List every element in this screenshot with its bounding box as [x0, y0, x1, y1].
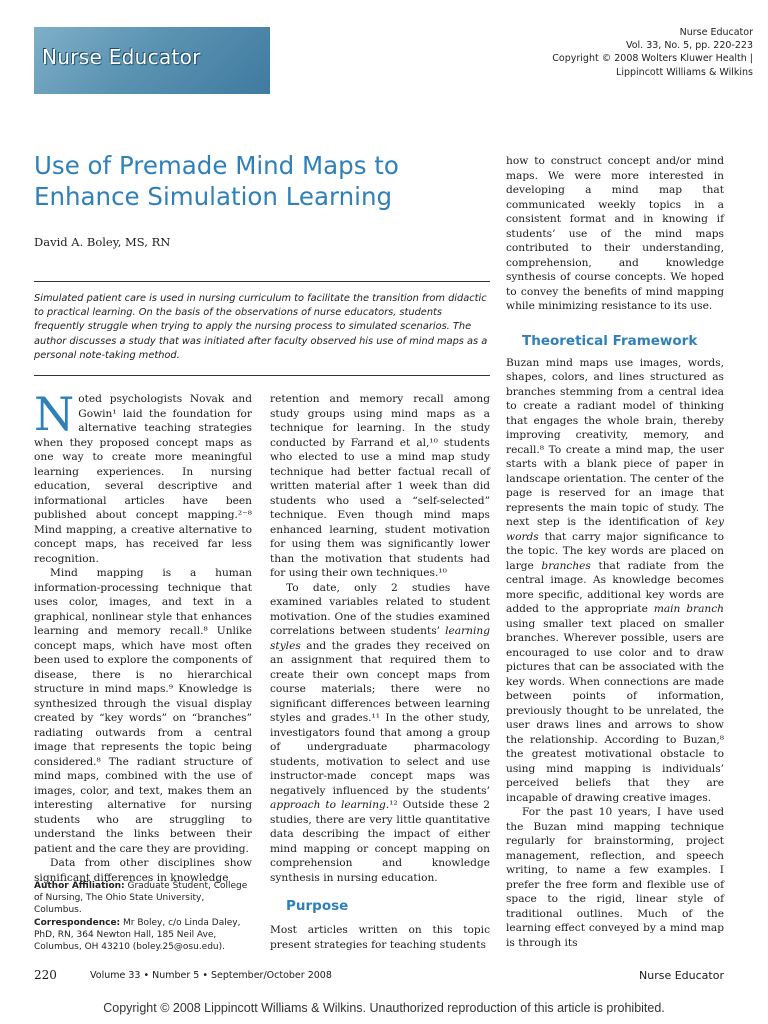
drop-cap: N [34, 387, 75, 441]
paragraph-text: that radiate from the central image. As knowledge becomes more specific, additional key words are added to the appropriate [506, 559, 724, 615]
paragraph-text: oted psychologists Novak and Gowin¹ laid the foundation for alternative teaching strategies when they proposed concept maps as one way to create more meaningful learning experiences. In nursing education, several descriptive and informational articles have been published about concept mapping.²⁻⁸ Mind mapping, a creative alternative to concept maps, has received far less recognition. [34, 393, 252, 565]
paragraph: how to construct concept and/or mind maps. We were more interested in developing a mind map that communicated weekly topics in a consistent format and in knowing if students’ use of the mind maps contributed to their understanding, comprehension, and knowledge synthesis of course concepts. We hoped to convey the benefits of mind mapping while minimizing resistance to its use. [506, 155, 724, 312]
emphasis: main branch [653, 603, 724, 615]
affiliation-label: Author Affiliation: [34, 881, 125, 891]
abstract: Simulated patient care is used in nursing curriculum to facilitate the transition from didactic to practical learning. On the basis of the observations of nurse educators, students frequently struggle when trying to apply the nursing process to simulated scenarios. The author discusses a study that was initiated after faculty observed his use of mind maps as a personal note-taking method. [34, 293, 488, 361]
author-affiliation [34, 880, 252, 953]
journal-logo-text: Nurse Educator [42, 45, 201, 69]
emphasis: learning styles [270, 625, 490, 652]
journal-logo-banner [34, 27, 270, 94]
emphasis: approach to learning [270, 799, 386, 811]
emphasis: key words [506, 516, 724, 543]
article-author: David A. Boley, MS, RN [34, 235, 171, 249]
affiliation-text: Graduate Student, College of Nursing, The Ohio State University, Columbus. [34, 881, 248, 916]
page-number: 220 [34, 968, 57, 982]
copyright-notice: Copyright © 2008 Lippincott Williams & Wilkins. Unauthorized reproduction of this article is prohibited. [103, 1001, 665, 1015]
issue-line-journal: Nurse Educator [679, 27, 753, 38]
paragraph: Data from other disciplines show significant differences in knowledge [34, 857, 252, 884]
paragraph [270, 581, 490, 886]
paragraph-text: .¹² Outside these 2 studies, there are very little quantitative data describing the impact of either mind mapping or concept mapping on comprehension and knowledge synthesis in nursing education. [270, 799, 490, 884]
paragraph-text: using smaller text placed on smaller branches. Wherever possible, users are encouraged to use color and to draw pictures that can be associated with the key words. When connections are made between points of information, previously thought to be unrelated, the user draws lines and arrows to show the relationship. According to Buzan,⁸ the greatest motivational obstacle to using mind mapping is individuals’ perceived beliefs that they are incapable of drawing creative images. [506, 617, 724, 804]
paragraph: For the past 10 years, I have used the Buzan mind mapping technique regularly for brainstorming, project management, reflection, and speech writing, to name a few examples. I prefer the free form and flexible use of space to the rigid, linear style of traditional outlines. Much of the learning effect conveyed by a mind map is through its [506, 806, 724, 949]
abstract-bottom-rule [34, 375, 490, 376]
footer-journal-name: Nurse Educator [639, 969, 724, 982]
paragraph-text: Buzan mind maps use images, words, shapes, colors, and lines structured as branches stemming from a central idea to create a radiant model of thinking that engages the whole brain, thereby improving creativity, memory, and recall.⁸ To create a mind map, the user starts with a blank piece of paper in landscape orientation. The center of the page is reserved for an image that represents the main topic of study. The next step is the identification of [506, 356, 724, 528]
article-title: Use of Premade Mind Maps to Enhance Simulation Learning [34, 151, 399, 211]
paragraph-text: To date, only 2 studies have examined variables related to student motivation. One of the studies examined correlations between students’ [270, 581, 490, 637]
paragraph: retention and memory recall among study groups using mind maps as a technique for learning. In the study conducted by Farrand et al,¹⁰ students who elected to use a mind map study technique had better factual recall of written material after 1 week than did students who used a “self-selected” technique. Even though mind maps enhanced learning, student motivation for using them was significantly lower than the motivation that students had for using their own techniques.¹⁰ [270, 393, 490, 579]
issue-line-publisher: Lippincott Williams & Wilkins [616, 66, 753, 78]
correspondence-label: Correspondence: [34, 917, 121, 928]
issue-info [493, 26, 753, 79]
footer-issue-info: Volume 33 • Number 5 • September/October 2008 [90, 970, 332, 981]
correspondence-text: Mr Boley, c/o Linda Daley, PhD, RN, 364 Newton Hall, 185 Neil Ave, Columbus, OH 43210 (boley.25@osu.edu). [34, 917, 241, 953]
issue-line-volume: Vol. 33, No. 5, pp. 220-223 [625, 40, 753, 52]
abstract-top-rule [34, 281, 490, 282]
paragraph-text: and the grades they received on an assignment that required them to create their own concept maps from course materials; there were no significant differences between learning styles and grades.¹¹ In the other study, investigators found that among a group of undergraduate pharmacology students, motivation to select and use instructor-made concept maps was negatively influenced by the students’ [270, 639, 490, 797]
emphasis: branches [541, 559, 591, 572]
paragraph [506, 356, 724, 806]
section-heading-purpose: Purpose [286, 898, 349, 914]
section-heading-theoretical-framework: Theoretical Framework [522, 332, 698, 349]
issue-line-copyright: Copyright © 2008 Wolters Kluwer Health | [552, 53, 753, 65]
paragraph: Most articles written on this topic present strategies for teaching students [270, 924, 490, 951]
column-3 [506, 154, 724, 950]
paragraph: Mind mapping is a human information-processing technique that uses color, images, and text in a graphical, nonlinear style that enhances learning and memory recall.⁸ Unlike concept maps, which have most often been used to explore the components of disease, there is no hierarchical structure in mind maps.⁹ Knowledge is synthesized through the visual display created by “key words” on “branches” radiating outwards from a central image that represents the topic being considered.⁸ The radiant structure of mind maps, combined with the use of images, color, and text, makes them an interesting alternative for nursing students who are struggling to understand the links between their patient and the care they are providing. [34, 567, 252, 855]
column-2 [270, 392, 490, 952]
paragraph-text: that carry major significance to the topic. The key words are placed on large [506, 530, 724, 572]
column-1 [34, 387, 252, 885]
paragraph [34, 387, 252, 566]
